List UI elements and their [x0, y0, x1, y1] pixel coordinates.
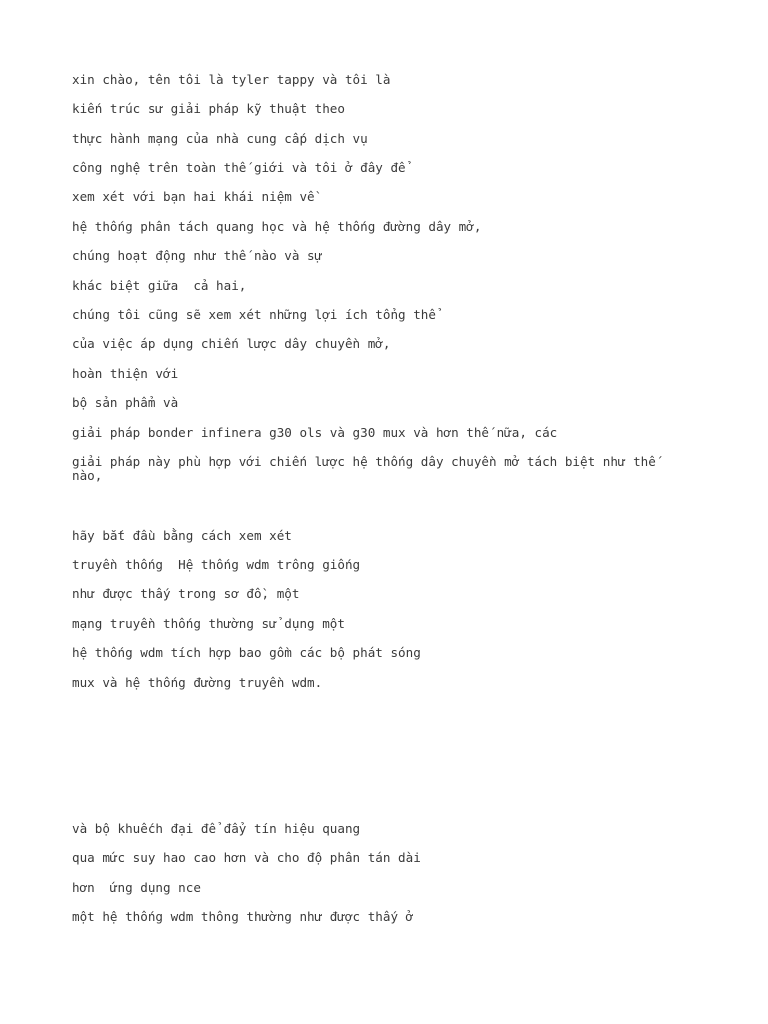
- text-line: hãy bắt đầu bằng cách xem xét: [72, 528, 292, 543]
- text-line: giải pháp này phù hợp với chiến lược hệ thống dây chuyền mở tách biệt như thế nào,: [72, 454, 664, 483]
- text-line: chúng tôi cũng sẽ xem xét những lợi ích tổng thể: [72, 307, 436, 322]
- text-line: một hệ thống wdm thông thường như được thấy ở: [72, 909, 414, 924]
- text-line: công nghệ trên toàn thế giới và tôi ở đây để: [72, 160, 406, 175]
- text-line: xin chào, tên tôi là tyler tappy và tôi là: [72, 72, 391, 87]
- text-line: hoàn thiện với: [72, 366, 179, 381]
- text-line: mux và hệ thống đường truyền wdm.: [72, 675, 323, 690]
- text-line: giải pháp bonder infinera g30 ols và g30 mux và hơn thế nữa, các: [72, 425, 558, 440]
- text-line: hơn ứng dụng nce: [72, 880, 201, 895]
- text-line: của việc áp dụng chiến lược dây chuyền mở,: [72, 336, 391, 351]
- text-line: kiến trúc sư giải pháp kỹ thuật theo: [72, 101, 345, 116]
- text-line: bộ sản phẩm và: [72, 395, 179, 410]
- text-line: thực hành mạng của nhà cung cấp dịch vụ: [72, 131, 368, 146]
- text-line: khác biệt giữa cả hai,: [72, 278, 247, 293]
- text-line: xem xét với bạn hai khái niệm về: [72, 189, 315, 204]
- text-line: mạng truyền thống thường sử dụng một: [72, 616, 345, 631]
- text-line: và bộ khuếch đại để đẩy tín hiệu quang: [72, 821, 361, 836]
- text-line: chúng hoạt động như thế nào và sự: [72, 248, 323, 263]
- text-line: hệ thống phân tách quang học và hệ thống đường dây mở,: [72, 219, 482, 234]
- text-line: như được thấy trong sơ đồ, một: [72, 586, 300, 601]
- text-line: qua mức suy hao cao hơn và cho độ phân tán dài: [72, 850, 421, 865]
- text-line: truyền thống Hệ thống wdm trông giống: [72, 557, 361, 572]
- text-line: hệ thống wdm tích hợp bao gồm các bộ phát sóng: [72, 645, 421, 660]
